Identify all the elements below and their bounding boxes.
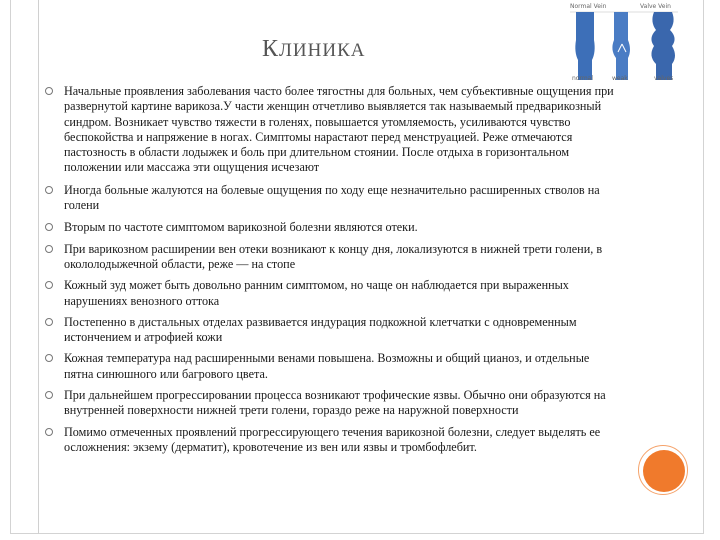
bullet-text: Кожный зуд может быть довольно ранним симптомом, но чаще он наблюдается при выраженных нарушениях венозного оттока bbox=[64, 278, 569, 308]
list-item bbox=[44, 351, 614, 382]
bullet-text: При дальнейшем прогрессировании процесса возникают трофические язвы. Обычно они образуются на внутренней поверхности нижней трети голени, гораздо реже на наружной поверхности bbox=[64, 388, 606, 418]
illus-label-top-1: Normal Vein bbox=[570, 3, 607, 10]
bullet-text: Иногда больные жалуются на болевые ощущения по ходу еще незначительно расширенных стволов на голени bbox=[64, 182, 600, 213]
list-item bbox=[44, 183, 614, 214]
left-rule bbox=[38, 0, 39, 534]
illus-label-bottom-3: valves bbox=[654, 75, 674, 82]
bullet-text: Вторым по частоте симптомом варикозной болезни являются отеки. bbox=[64, 220, 418, 235]
list-item bbox=[44, 220, 614, 235]
vein-illustration bbox=[566, 0, 682, 84]
bullet-circle-icon bbox=[45, 318, 53, 326]
bullet-list bbox=[44, 84, 614, 455]
bullet-text: При варикозном расширении вен отеки возникают к концу дня, локализуются в нижней трети голени, в окололодыжечной области, реже — на стопе bbox=[64, 241, 603, 271]
bullet-circle-icon bbox=[45, 391, 53, 399]
list-item bbox=[44, 425, 614, 456]
vein-drawing bbox=[566, 0, 682, 84]
title-rest: ЛИНИКА bbox=[279, 40, 366, 61]
illus-label-bottom-1: normal bbox=[572, 75, 594, 82]
decor-orange-circle bbox=[643, 450, 685, 492]
bullet-text: Постепенно в дистальных отделах развивается индурация подкожной клетчатки с одновременным истончением и атрофией кожи bbox=[64, 314, 577, 345]
bullet-circle-icon bbox=[45, 281, 53, 289]
bullet-circle-icon bbox=[45, 245, 53, 253]
bullet-text: Помимо отмеченных проявлений прогрессирующего течения варикозной болезни, следует выделять ее осложнения: экзему (дерматит), кровотечение из вен или язвы и тромбофлебит. bbox=[64, 424, 601, 454]
illus-label-bottom-2: weak bbox=[612, 75, 628, 82]
bullet-text: Начальные проявления заболевания часто более тягостны для больных, чем субъективные ощущения при развернутой картине варикоза.У части женщин отчетливо выявляется так называемый предварикозный синдром. Возникает чувство тяжести в голенях, повышается утомляемость, усиливаются чувство беспокойства и напряжение в ногах. Симптомы нарастают перед менструацией. Реже отмечаются пастозность в области лодыжек и боль при длительном стоянии. После отдыха в горизонтальном положении или массажа эти ощущения исчезают bbox=[64, 84, 614, 175]
bullet-circle-icon bbox=[45, 354, 53, 362]
title-initial: К bbox=[262, 36, 280, 62]
bullet-circle-icon bbox=[45, 223, 53, 231]
list-item bbox=[44, 84, 614, 176]
bullet-circle-icon bbox=[45, 428, 53, 436]
list-item bbox=[44, 242, 614, 273]
list-item bbox=[44, 278, 614, 309]
list-item bbox=[44, 315, 614, 346]
illus-label-top-2: Valve Vein bbox=[640, 3, 671, 10]
bullet-text: Кожная температура над расширенными венами повышена. Возможны и общий цианоз, и отдельные пятна синюшного или багрового цвета. bbox=[64, 351, 590, 381]
bullet-circle-icon bbox=[45, 87, 53, 95]
list-item bbox=[44, 388, 614, 419]
slide-title bbox=[262, 36, 365, 63]
bullet-circle-icon bbox=[45, 186, 53, 194]
